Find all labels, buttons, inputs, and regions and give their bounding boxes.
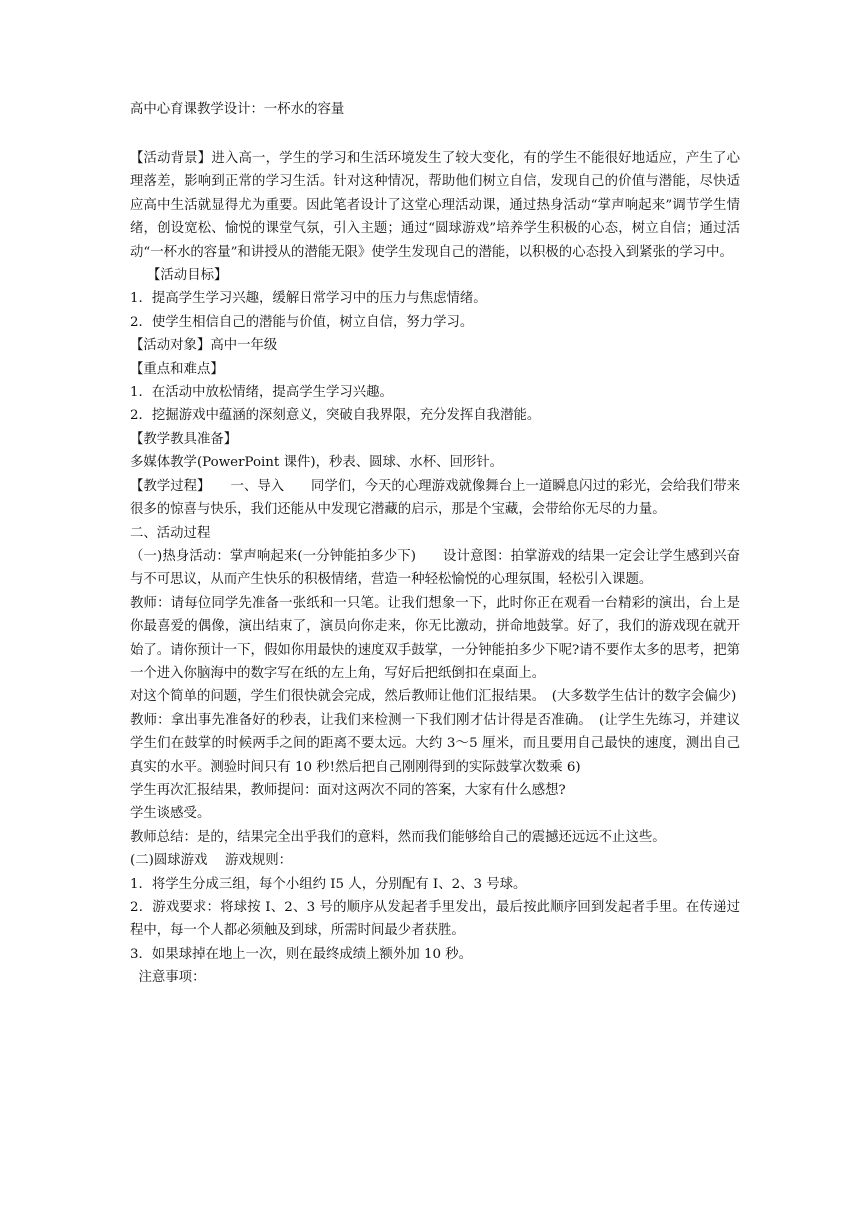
- document-title: 高中心育课教学设计：一杯水的容量: [130, 102, 345, 117]
- paragraph-warmup-activity: （一)热身活动：掌声响起来(一分钟能拍多少下) 设计意图：拍掌游戏的结果一定会让学生感到兴奋与不可思议，从而产生快乐的积极情绪，营造一种轻松愉悦的心理氛围，轻松引入课题。: [130, 548, 740, 588]
- paragraph-key-point-2: 2．挖掘游戏中蕴涵的深刻意义，突破自我界限，充分发挥自我潜能。: [130, 408, 541, 424]
- paragraph-second-report: 学生再次汇报结果，教师提问：面对这两次不同的答案，大家有什么感想?: [130, 782, 566, 798]
- paragraph-teacher-summary: 教师总结：是的，结果完全出乎我们的意料，然而我们能够给自己的震撼还远远不止这些。: [130, 829, 666, 845]
- paragraph-teacher-instructions: 教师：请每位同学先准备一张纸和一只笔。让我们想象一下，此时你正在观看一台精彩的演出，台上是你最喜爱的偶像，演出结束了，演员向你走来，你无比激动，拼命地鼓掌。好了，我们的游戏现在就开始了。请你预计一下，假如你用最快的速度双手鼓掌，一分钟能拍多少下呢?请不要作太多的思考，把第一个进入你脑海中的数字写在纸的左上角，写好后把纸倒扣在桌面上。: [130, 595, 740, 681]
- paragraph-activity-goals-heading: 【活动目标】: [130, 268, 228, 284]
- paragraph-key-point-1: 1．在活动中放松情绪，提高学生学习兴趣。: [130, 385, 393, 401]
- document-body: [130, 147, 740, 990]
- paragraph-teacher-stopwatch: 教师：拿出事先准备好的秒表，让我们来检测一下我们刚才估计得是否准确。 (让学生先练习，并建议学生们在鼓掌的时候两手之间的距离不要太远。大约 3～5 厘米，而且要用自己最快的速度，测出自己真实的水平。测验时间只有 10 秒!然后把自己刚刚得到的实际鼓掌次数乘 6): [130, 712, 740, 775]
- paragraph-teaching-tools-heading: 【教学教具准备】: [130, 431, 238, 447]
- paragraph-goal-1: 1．提高学生学习兴趣，缓解日常学习中的压力与焦虑情绪。: [130, 291, 487, 307]
- paragraph-activity-target: 【活动对象】高中一年级: [130, 338, 278, 354]
- paragraph-student-feelings: 学生谈感受。: [130, 806, 211, 822]
- paragraph-student-report: 对这个简单的问题，学生们很快就会完成，然后教师让他们汇报结果。 (大多数学生估计的数字会偏少): [130, 689, 737, 705]
- paragraph-key-points-heading: 【重点和难点】: [130, 361, 224, 377]
- paragraph-rule-3: 3．如果球掉在地上一次，则在最终成绩上额外加 10 秒。: [130, 946, 473, 962]
- paragraph-teaching-tools: 多媒体教学(PowerPoint 课件)，秒表、圆球、水杯、回形针。: [130, 455, 504, 471]
- paragraph-ball-game-heading: (二)圆球游戏 游戏规则：: [130, 853, 293, 869]
- paragraph-notes-heading: 注意事项：: [130, 970, 206, 986]
- paragraph-rule-2: 2．游戏要求：将球按 I、2、3 号的顺序从发起者手里发出，最后按此顺序回到发起者手里。在传递过程中，每一个人都必须触及到球，所需时间最少者获胜。: [130, 900, 740, 939]
- paragraph-activity-background: 【活动背景】进入高一，学生的学习和生活环境发生了较大变化，有的学生不能很好地适应，产生了心理落差，影响到正常的学习生活。针对这种情况，帮助他们树立自信，发现自己的价值与潜能，尽快适应高中生活就显得尤为重要。因此笔者设计了这堂心理活动课，通过热身活动“掌声响起来”调节学生情绪，创设宽松、愉悦的课堂气氛，引入主题；通过“圆球游戏”培养学生积极的心态，树立自信；通过活动“一杯水的容量”和讲授从的潜能无限》使学生发现自己的潜能，以积极的心态投入到紧张的学习中。: [130, 151, 740, 260]
- paragraph-rule-1: 1．将学生分成三组，每个小组约 I5 人，分别配有 I、2、3 号球。: [130, 876, 527, 892]
- paragraph-activity-process-heading: 二、活动过程: [130, 525, 211, 541]
- paragraph-goal-2: 2．使学生相信自己的潜能与价值，树立自信，努力学习。: [130, 314, 474, 330]
- document-page: [130, 98, 740, 990]
- paragraph-teaching-process: 【教学过程】 一、导入 同学们，今天的心理游戏就像舞台上一道瞬息闪过的彩光，会给我们带来很多的惊喜与快乐，我们还能从中发现它潜藏的启示，那是个宝藏，会带给你无尽的力量。: [130, 478, 740, 518]
